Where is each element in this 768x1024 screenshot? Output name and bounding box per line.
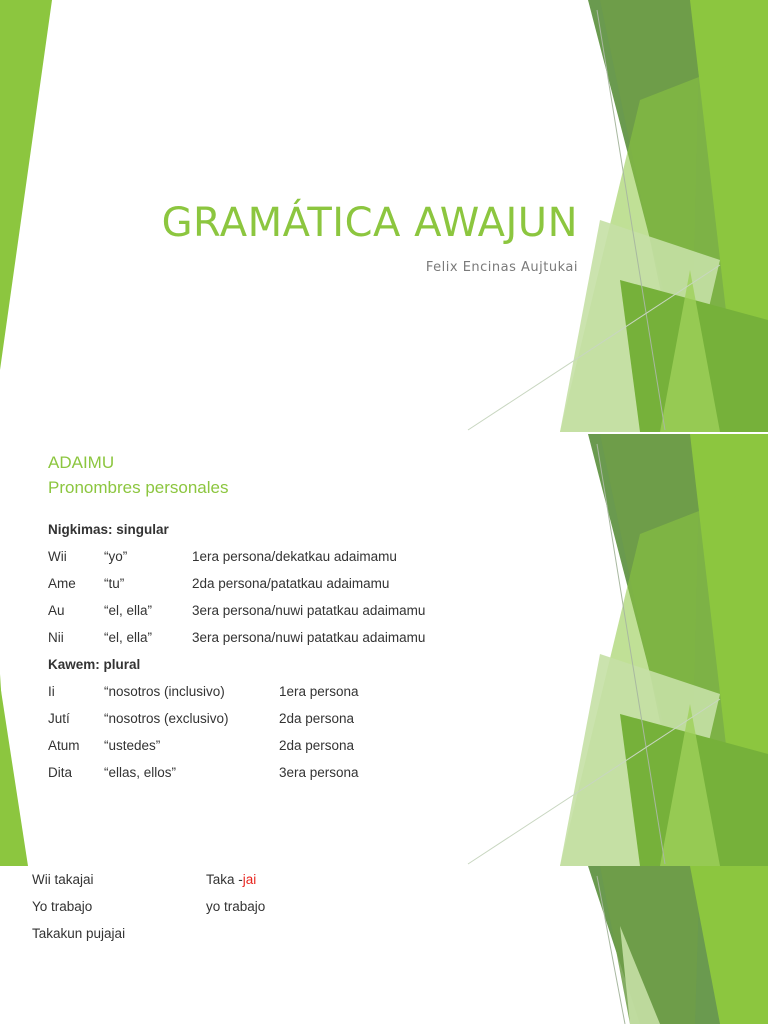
morpheme-breakdown: [206, 866, 256, 893]
singular-row: [48, 624, 426, 651]
pronoun: Au: [48, 603, 65, 618]
verb-example: [32, 866, 432, 947]
presentation-author: Felix Encinas Aujtukai: [425, 260, 578, 275]
singular-row: [48, 597, 426, 624]
example-row: [32, 893, 432, 920]
description: 2da persona: [279, 738, 355, 753]
heading-adaimu: ADAIMU: [48, 453, 115, 472]
gloss: “yo”: [104, 549, 128, 564]
pronoun: Atum: [48, 738, 80, 753]
awajun-phrase: Takakun pujajai: [32, 926, 126, 941]
description: 1era persona: [279, 684, 359, 699]
plural-label: Kawem: plural: [48, 657, 141, 672]
gloss: “nosotros (inclusivo): [104, 684, 225, 699]
heading-pronombres: Pronombres personales: [48, 478, 229, 497]
description: 3era persona/nuwi patatkau adaimamu: [192, 630, 426, 645]
pronouns-slide: [0, 434, 768, 866]
plural-row: [48, 678, 359, 705]
morpheme-gloss: yo trabajo: [206, 899, 266, 914]
description: 3era persona: [279, 765, 359, 780]
singular-row: [48, 543, 397, 570]
gloss: “tu”: [104, 576, 125, 591]
verb-example-slide: [0, 866, 768, 1024]
pronoun: Jutí: [48, 711, 70, 726]
description: 3era persona/nuwi patatkau adaimamu: [192, 603, 426, 618]
plural-row: [48, 732, 355, 759]
plural-row: [48, 705, 355, 732]
example-row: [32, 920, 432, 947]
description: 2da persona: [279, 711, 355, 726]
pronoun-table: [48, 516, 426, 786]
plural-row: [48, 759, 359, 786]
pronoun: Wii: [48, 549, 67, 564]
singular-label: Nigkimas: singular: [48, 522, 169, 537]
title-slide: [0, 0, 768, 432]
description: 2da persona/patatkau adaimamu: [192, 576, 390, 591]
gloss: “el, ella”: [104, 630, 153, 645]
gloss: “nosotros (exclusivo): [104, 711, 229, 726]
slide-heading: [48, 450, 228, 500]
pronoun: Nii: [48, 630, 64, 645]
example-row: [32, 866, 432, 893]
gloss: “ellas, ellos”: [104, 765, 177, 780]
description: 1era persona/dekatkau adaimamu: [192, 549, 397, 564]
awajun-phrase: Wii takajai: [32, 872, 94, 887]
pronoun: Dita: [48, 765, 73, 780]
gloss: “el, ella”: [104, 603, 153, 618]
presentation-title: GRAMÁTICA AWAJUN: [161, 200, 578, 246]
pronoun: Ii: [48, 684, 55, 699]
verb-stem: Taka -: [206, 872, 243, 887]
verb-suffix: jai: [242, 872, 257, 887]
gloss: “ustedes”: [104, 738, 161, 753]
singular-row: [48, 570, 390, 597]
spanish-translation: Yo trabajo: [32, 899, 93, 914]
pronoun: Ame: [48, 576, 76, 591]
